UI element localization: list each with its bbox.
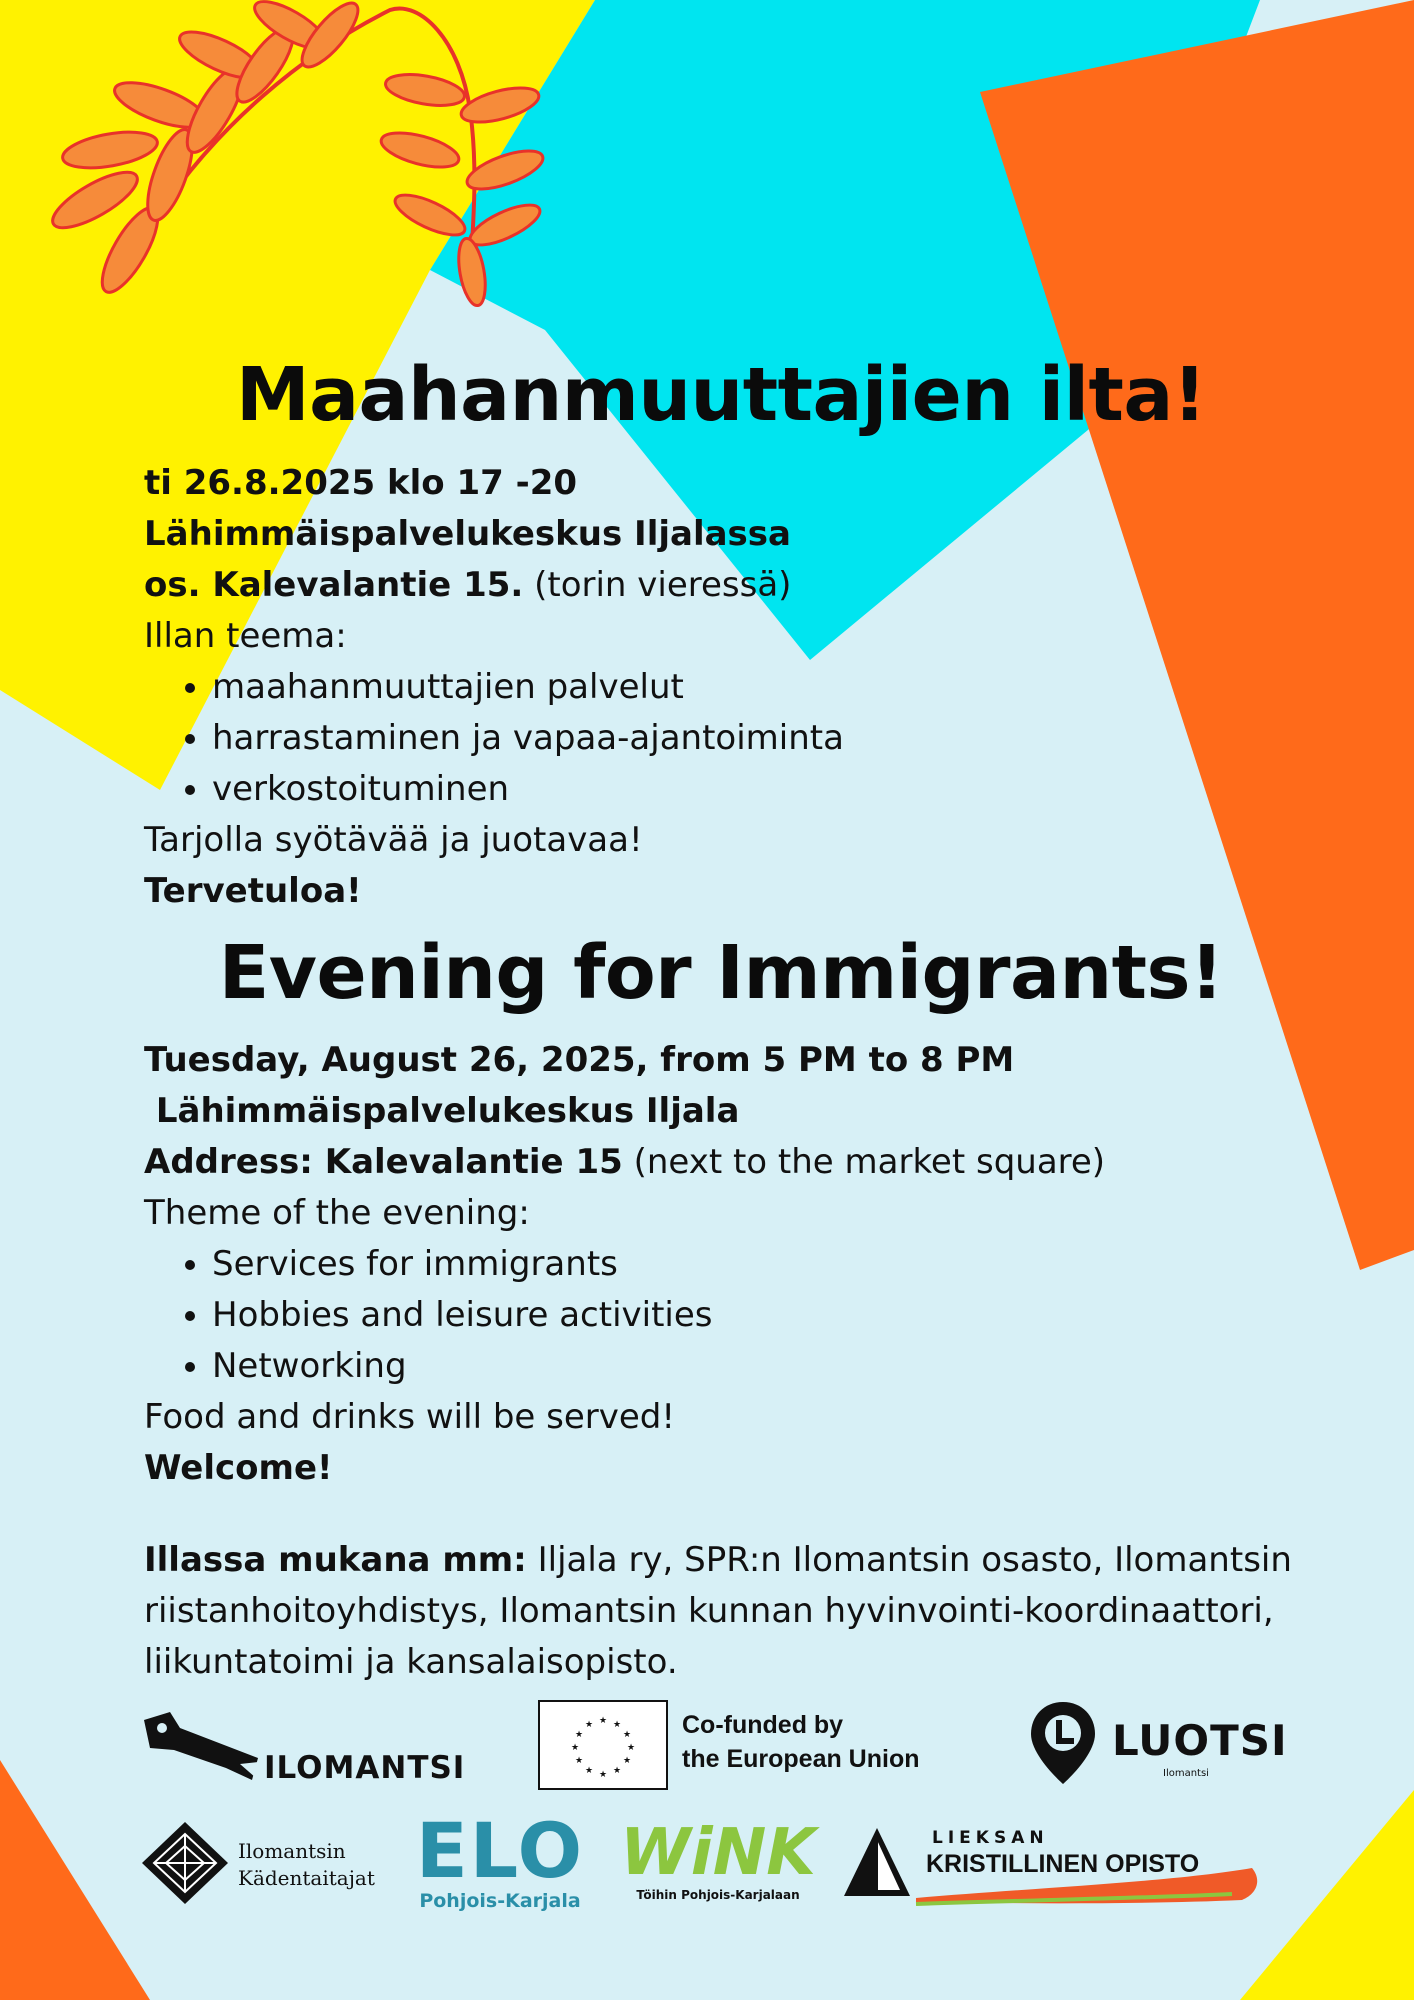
ornament-diamond-icon	[140, 1820, 230, 1906]
partners-text: Illassa mukana mm: Iljala ry, SPR:n Ilomantsin osasto, Ilomantsin riistanhoitoyhdistys, Ilomantsin kunnan hyvinvointi-koordinaattori, liikuntatoimi ja kansalaisopisto.	[144, 1540, 1292, 1682]
english-welcome: Welcome!	[144, 1448, 333, 1488]
english-food: Food and drinks will be served!	[144, 1397, 676, 1437]
svg-text:★: ★	[612, 1720, 622, 1730]
finnish-theme-label: Illan teema:	[144, 616, 347, 656]
ilomantsi-emblem-icon	[140, 1706, 270, 1786]
svg-text:★: ★	[598, 1716, 608, 1726]
luotsi-logo	[1028, 1700, 1288, 1790]
finnish-welcome: Tervetuloa!	[144, 871, 362, 911]
english-theme-label: Theme of the evening:	[144, 1193, 530, 1233]
english-date: Tuesday, August 26, 2025, from 5 PM to 8 PM	[144, 1040, 1015, 1080]
mountain-emblem-icon	[842, 1826, 912, 1902]
luotsi-wordmark: LUOTSI	[1112, 1716, 1288, 1765]
opisto-text: KRISTILLINEN OPISTO	[926, 1850, 1200, 1878]
lieksan-opisto-logo	[842, 1822, 1282, 1912]
svg-text:★: ★	[612, 1766, 622, 1776]
finnish-venue: Lähimmäispalvelukeskus Iljalassa	[144, 514, 791, 554]
svg-text:★: ★	[574, 1756, 584, 1766]
kadentaitajat-text: Ilomantsin Kädentaitajat	[238, 1839, 375, 1890]
elo-wordmark: ELO	[415, 1806, 585, 1895]
list-item: • verkostoituminen	[212, 764, 1344, 815]
eu-text: Co-funded by the European Union	[682, 1711, 920, 1773]
finnish-theme-list	[144, 662, 1344, 815]
list-item: • maahanmuuttajien palvelut	[212, 662, 1344, 713]
svg-text:★: ★	[584, 1720, 594, 1730]
lieksan-text: LIEKSAN	[932, 1828, 1049, 1848]
finnish-details	[144, 458, 1344, 917]
elo-subtitle: Pohjois-Karjala	[419, 1890, 581, 1912]
svg-text:★: ★	[574, 1730, 584, 1740]
svg-text:★: ★	[626, 1743, 636, 1753]
svg-text:★: ★	[622, 1756, 632, 1766]
partners-section	[144, 1535, 1344, 1688]
wink-subtitle: Töihin Pohjois-Karjalaan	[636, 1888, 800, 1902]
svg-text:★: ★	[598, 1770, 608, 1780]
english-venue: Lähimmäispalvelukeskus Iljala	[144, 1091, 740, 1131]
finnish-title: Maahanmuuttajien ilta!	[235, 352, 1207, 438]
elo-logo	[410, 1806, 590, 1912]
svg-text:★: ★	[570, 1743, 580, 1753]
kadentaitajat-logo	[140, 1820, 390, 1906]
finnish-food: Tarjolla syötävää ja juotavaa!	[144, 820, 643, 860]
svg-text:★: ★	[622, 1730, 632, 1740]
wink-wordmark: WiNK	[620, 1816, 816, 1890]
location-pin-icon	[1028, 1700, 1098, 1786]
list-item: • harrastaminen ja vapaa-ajantoiminta	[212, 713, 1344, 764]
english-title: Evening for Immigrants!	[218, 930, 1224, 1016]
wink-logo	[618, 1818, 818, 1910]
eu-flag-icon	[538, 1700, 668, 1790]
list-item: • Hobbies and leisure activities	[212, 1290, 1344, 1341]
list-item: • Networking	[212, 1341, 1344, 1392]
svg-text:★: ★	[584, 1766, 594, 1776]
ilomantsi-wordmark: ILOMANTSI	[264, 1750, 466, 1786]
finnish-date: ti 26.8.2025 klo 17 -20	[144, 463, 578, 503]
finnish-address: os. Kalevalantie 15. (torin vieressä)	[144, 565, 792, 605]
list-item: • Services for immigrants	[212, 1239, 1344, 1290]
ilomantsi-logo	[140, 1706, 480, 1786]
english-address: Address: Kalevalantie 15 (next to the market square)	[144, 1142, 1106, 1182]
eu-cofunded-logo	[538, 1700, 978, 1792]
english-details	[144, 1035, 1344, 1494]
luotsi-subtitle: Ilomantsi	[1163, 1768, 1209, 1779]
english-theme-list	[144, 1239, 1344, 1392]
